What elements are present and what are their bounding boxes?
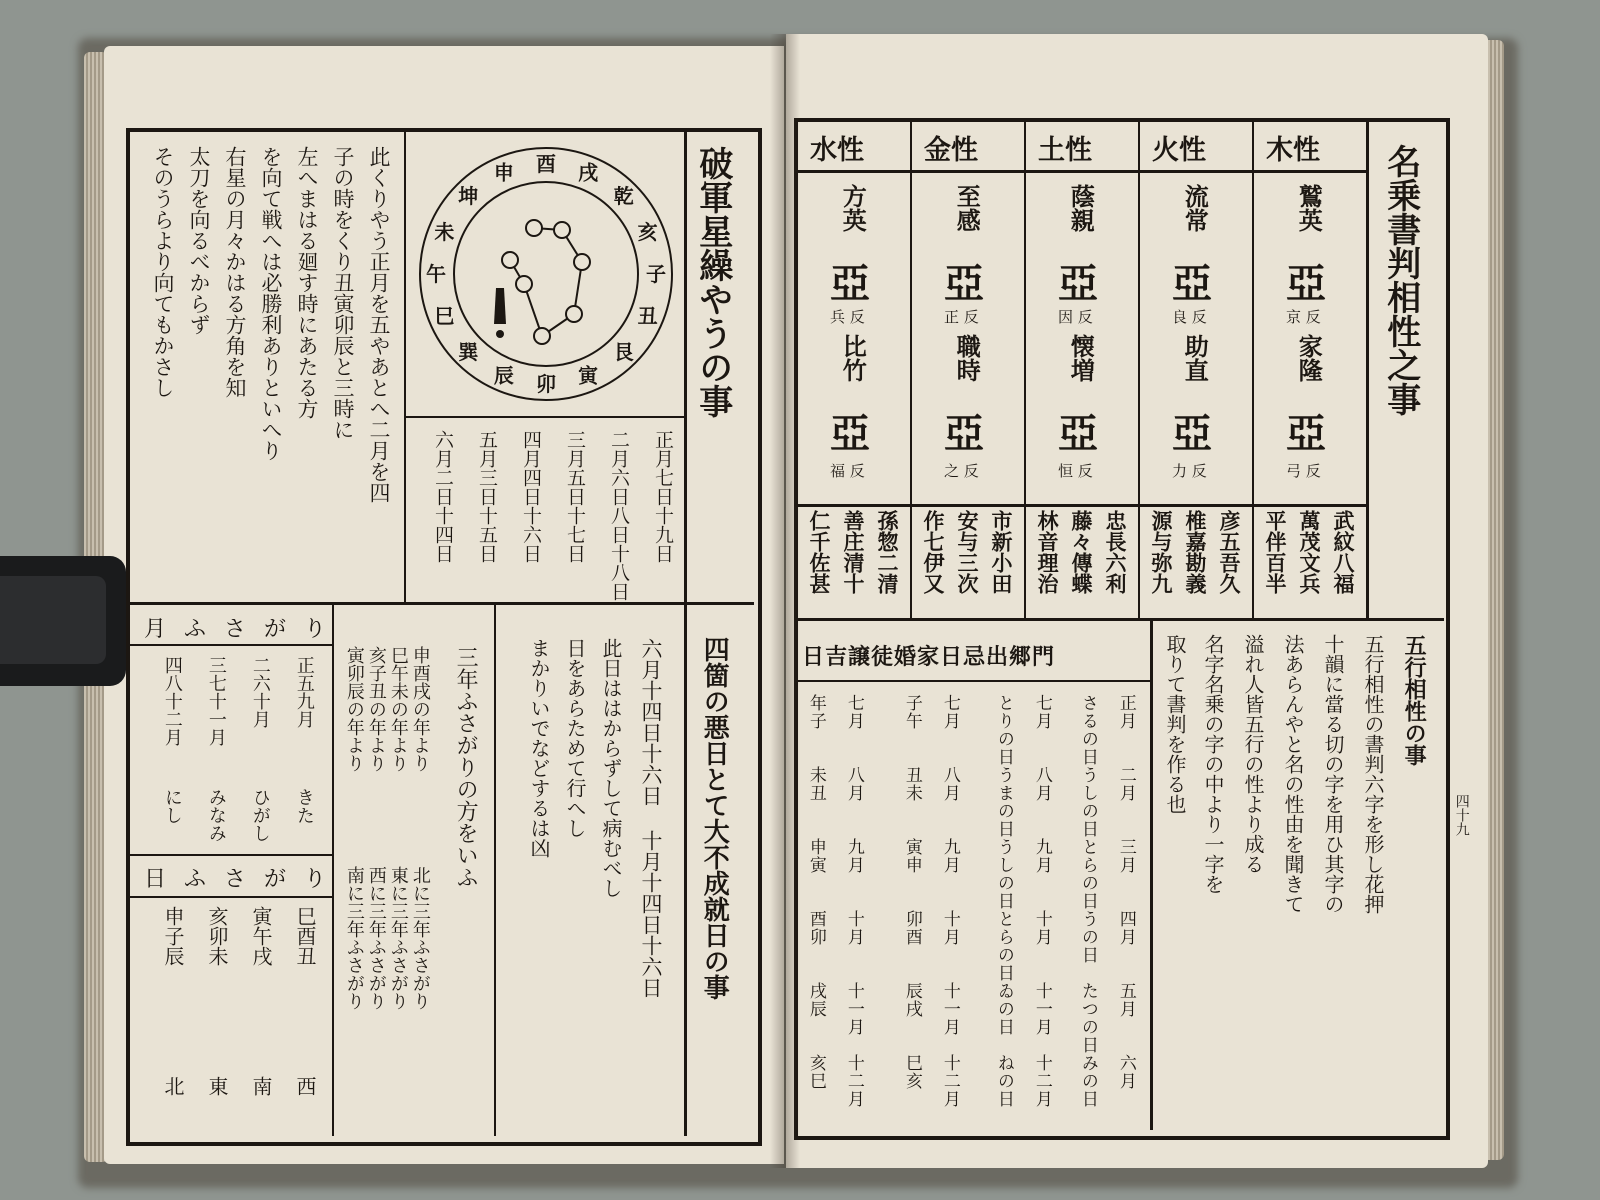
hagun-line: を向て戦へは必勝利ありといへり (259, 146, 284, 461)
kao-mark: 亞 (830, 260, 870, 307)
hagun-line: 右星の月々かはる方角を知 (223, 146, 248, 398)
hi-dir: 南 (249, 1076, 273, 1096)
hi-dir: 東 (205, 1076, 229, 1096)
pair-cell: 酉卯 (805, 910, 826, 946)
zodiac-cell: 寅申 (901, 838, 922, 874)
month-cell: 八月 (1031, 766, 1052, 802)
zodiac-cell: 子午 (901, 694, 922, 730)
day-cell: うの日 (1077, 910, 1098, 964)
month-cell: 十月 (1031, 910, 1052, 946)
month-cell: 十月 (939, 910, 960, 946)
day-cell: さるの日 (1077, 694, 1098, 766)
warui-dates: 六月十四日十六日 十月十四日十六日 (639, 638, 664, 998)
gokou-line: 五行相性の書判六字を形し花押 (1361, 634, 1385, 914)
month-cell: 十二月 (939, 1054, 960, 1108)
hagun-diagram (414, 138, 678, 410)
name1-metal: 至感 (952, 184, 982, 232)
person-name: 彦五吾久 (1217, 510, 1243, 594)
month-cell: 正月 (1115, 694, 1136, 730)
warui-line: 日をあらためて行へし (563, 638, 587, 838)
hi-day: 亥卯未 (205, 906, 229, 966)
hagun-line: 此くりやう正月を五やあとへ二月を四 (367, 146, 392, 503)
element-fire: 火性 (1152, 135, 1206, 166)
warui-line: まかりいでなどするは凶 (527, 638, 551, 858)
direction-label: 丑 (637, 304, 658, 329)
fu-month: 正五九月 (293, 656, 315, 728)
fan-label: 正 反 (944, 308, 979, 326)
name1-earth: 蔭親 (1066, 184, 1096, 232)
kao-mark: 亞 (830, 410, 870, 457)
person-name: 作七伊又 (921, 510, 947, 594)
name1-water: 方英 (838, 184, 868, 232)
direction-label: 戌 (578, 160, 599, 185)
name2-metal: 職時 (952, 334, 982, 382)
gokou-line: 十韻に當る切の字を用ひ其字の (1321, 634, 1345, 914)
pair-cell: 未丑 (805, 766, 826, 802)
direction-label: 卯 (536, 372, 556, 396)
gokou-line: 取りて書判を作る也 (1163, 634, 1187, 814)
hi-dir: 西 (293, 1076, 317, 1096)
fu-dir: きた (293, 788, 315, 824)
fan-label: 之 反 (944, 462, 979, 480)
day-cell: うまの日 (993, 766, 1014, 838)
binding-clip (0, 556, 126, 686)
pair-cell: 戌辰 (805, 982, 826, 1018)
name2-fire: 助直 (1180, 334, 1210, 382)
day-cell: みの日 (1077, 1054, 1098, 1108)
month-cell: 十月 (843, 910, 864, 946)
person-name: 林音理治 (1035, 510, 1061, 594)
month-cell: 十二月 (843, 1054, 864, 1108)
person-name: 孫惣二清 (875, 510, 901, 594)
pair-cell: 亥巳 (805, 1054, 826, 1090)
hi-title: 日ふさがり (144, 867, 345, 892)
fu-dir: みなみ (205, 788, 227, 842)
day-cell: うしの日 (993, 838, 1014, 910)
gokou-line: 名字名乗の字の中より一字を (1201, 634, 1225, 894)
nen-dir: 北に三年ふさがり (409, 866, 431, 1010)
month-cell: 七月 (1031, 694, 1052, 730)
month-cell: 十一月 (939, 982, 960, 1036)
direction-label: 巽 (458, 339, 479, 364)
left-title: 破軍星繰やうの事 (692, 146, 733, 418)
month-cell: 五月 (1115, 982, 1136, 1018)
nen-dir: 西に三年ふさがり (365, 866, 387, 1010)
name1-fire: 流常 (1180, 184, 1210, 232)
month-cell: 七月 (939, 694, 960, 730)
fan-label: 因 反 (1058, 308, 1093, 326)
left-page (104, 46, 784, 1164)
direction-label: 辰 (493, 363, 514, 388)
hi-day: 寅午戌 (249, 906, 273, 966)
gokou-line: 法あらんやと名の性由を聞きて (1281, 634, 1305, 914)
month-cell: 八月 (939, 766, 960, 802)
kao-mark: 亞 (944, 260, 984, 307)
hagun-month: 正月七日十九日 (651, 430, 674, 563)
hagun-month: 四月四日十六日 (519, 430, 542, 563)
fu-dir: にし (161, 788, 183, 824)
direction-label: 子 (646, 262, 666, 286)
element-metal: 金性 (924, 135, 978, 166)
hagun-line: 左へまはる廻す時にあたる方 (295, 146, 320, 419)
person-name: 藤々傳蝶 (1069, 510, 1095, 594)
nen-dir: 東に三年ふさがり (387, 866, 409, 1010)
month-cell: 十一月 (843, 982, 864, 1036)
gokou-title: 五行相性の事 (1401, 634, 1428, 766)
nen-year: 亥子丑の年より (365, 646, 387, 772)
direction-label: 午 (426, 262, 446, 286)
fu-month: 四八十二月 (161, 656, 183, 746)
hagun-month: 五月三日十五日 (475, 430, 498, 563)
month-cell: 十二月 (1031, 1054, 1052, 1108)
fan-label: 良 反 (1172, 308, 1207, 326)
fan-label: 恒 反 (1058, 462, 1093, 480)
direction-label: 申 (493, 160, 514, 185)
name1-wood: 鷲英 (1294, 184, 1324, 232)
hagun-month: 二月六日八日十八日 (607, 430, 630, 601)
month-cell: 九月 (939, 838, 960, 874)
month-cell: 二月 (1115, 766, 1136, 802)
direction-label: 巳 (434, 304, 455, 329)
direction-label: 乾 (613, 184, 634, 209)
day-cell: とりの日 (993, 694, 1014, 766)
fan-label: 弓 反 (1286, 462, 1321, 480)
nen-dir: 南に三年ふさがり (343, 866, 365, 1010)
zodiac-cell: 丑未 (901, 766, 922, 802)
hagun-month: 三月五日十七日 (563, 430, 586, 563)
direction-label: 艮 (613, 339, 634, 364)
day-cell: ゐの日 (993, 982, 1014, 1036)
month-cell: 七月 (843, 694, 864, 730)
nen-year: 寅卯辰の年より (343, 646, 365, 772)
day-cell: とらの日 (1077, 838, 1098, 910)
pair-cell: 申寅 (805, 838, 826, 874)
nen-year: 巳午未の年より (387, 646, 409, 772)
element-earth: 土性 (1038, 135, 1092, 166)
right-page (786, 34, 1488, 1168)
name2-earth: 懐増 (1066, 334, 1096, 382)
hi-day: 巳酉丑 (293, 906, 317, 966)
zodiac-cell: 卯酉 (901, 910, 922, 946)
person-name: 武紋八福 (1331, 510, 1357, 594)
month-cell: 四月 (1115, 910, 1136, 946)
kao-mark: 亞 (944, 410, 984, 457)
nen-year: 申酉戌の年より (409, 646, 431, 772)
month-cell: 三月 (1115, 838, 1136, 874)
fu-month: 二六十月 (249, 656, 271, 728)
day-cell: とらの日 (993, 910, 1014, 982)
person-name: 平伴百半 (1263, 510, 1289, 594)
element-water: 水性 (810, 135, 864, 166)
direction-label: 酉 (536, 152, 556, 176)
day-cell: ねの日 (993, 1054, 1014, 1108)
fu-title: 月ふさがり (144, 617, 345, 642)
direction-label: 未 (434, 219, 455, 244)
person-name: 椎嘉勘義 (1183, 510, 1209, 594)
fan-label: 兵 反 (830, 308, 865, 326)
direction-label: 坤 (458, 184, 479, 209)
nen-title: 三年ふさがりの方をいふ (453, 646, 479, 888)
hagun-line: 子の時をくり丑寅卯辰と三時に (331, 146, 356, 440)
kao-mark: 亞 (1172, 260, 1212, 307)
direction-label: 寅 (578, 363, 599, 388)
month-cell: 六月 (1115, 1054, 1136, 1090)
person-name: 忠長六利 (1103, 510, 1129, 594)
hagun-line: そのうらより向てもかさし (151, 146, 176, 398)
gokou-line: 溢れ人皆五行の性より成る (1241, 634, 1265, 874)
month-cell: 九月 (1031, 838, 1052, 874)
month-cell: 九月 (843, 838, 864, 874)
day-cell: たつの日 (1077, 982, 1098, 1054)
hi-day: 申子辰 (161, 906, 185, 966)
month-cell: 十一月 (1031, 982, 1052, 1036)
fu-month: 三七十一月 (205, 656, 227, 746)
page-number: 四十九 (1453, 794, 1470, 836)
pair-cell: 年子 (805, 694, 826, 730)
right-title: 名乗書判相性之事 (1380, 144, 1421, 416)
person-name: 源与弥九 (1149, 510, 1175, 594)
kao-mark: 亞 (1286, 260, 1326, 307)
direction-label: 亥 (637, 219, 658, 244)
day-cell: うしの日 (1077, 766, 1098, 838)
warui-line: 此日ははからずして病むべし (599, 638, 623, 898)
person-name: 萬茂文兵 (1297, 510, 1323, 594)
zodiac-cell: 辰戌 (901, 982, 922, 1018)
person-name: 仁千佐甚 (807, 510, 833, 594)
fu-dir: ひがし (249, 788, 271, 842)
hi-dir: 北 (161, 1076, 185, 1096)
fan-label: 力 反 (1172, 462, 1207, 480)
kao-mark: 亞 (1058, 410, 1098, 457)
name2-water: 比竹 (838, 334, 868, 382)
fan-label: 福 反 (830, 462, 865, 480)
person-name: 善庄清十 (841, 510, 867, 594)
kao-mark: 亞 (1058, 260, 1098, 307)
kao-mark: 亞 (1172, 410, 1212, 457)
hagun-line: 太刀を向るべからず (187, 146, 212, 335)
person-name: 市新小田 (989, 510, 1015, 594)
name2-wood: 家隆 (1294, 334, 1324, 382)
person-name: 安与三次 (955, 510, 981, 594)
month-cell: 八月 (843, 766, 864, 802)
days-header: 日吉譲徒婚家日忌出郷門 (802, 644, 1056, 670)
fan-label: 京 反 (1286, 308, 1321, 326)
hagun-month: 六月二日十四日 (431, 430, 454, 563)
kao-mark: 亞 (1286, 410, 1326, 457)
zodiac-cell: 巳亥 (901, 1054, 922, 1090)
warui-title: 四箇の悪日とて大不成就日の事 (699, 636, 730, 1000)
element-wood: 木性 (1266, 135, 1320, 166)
